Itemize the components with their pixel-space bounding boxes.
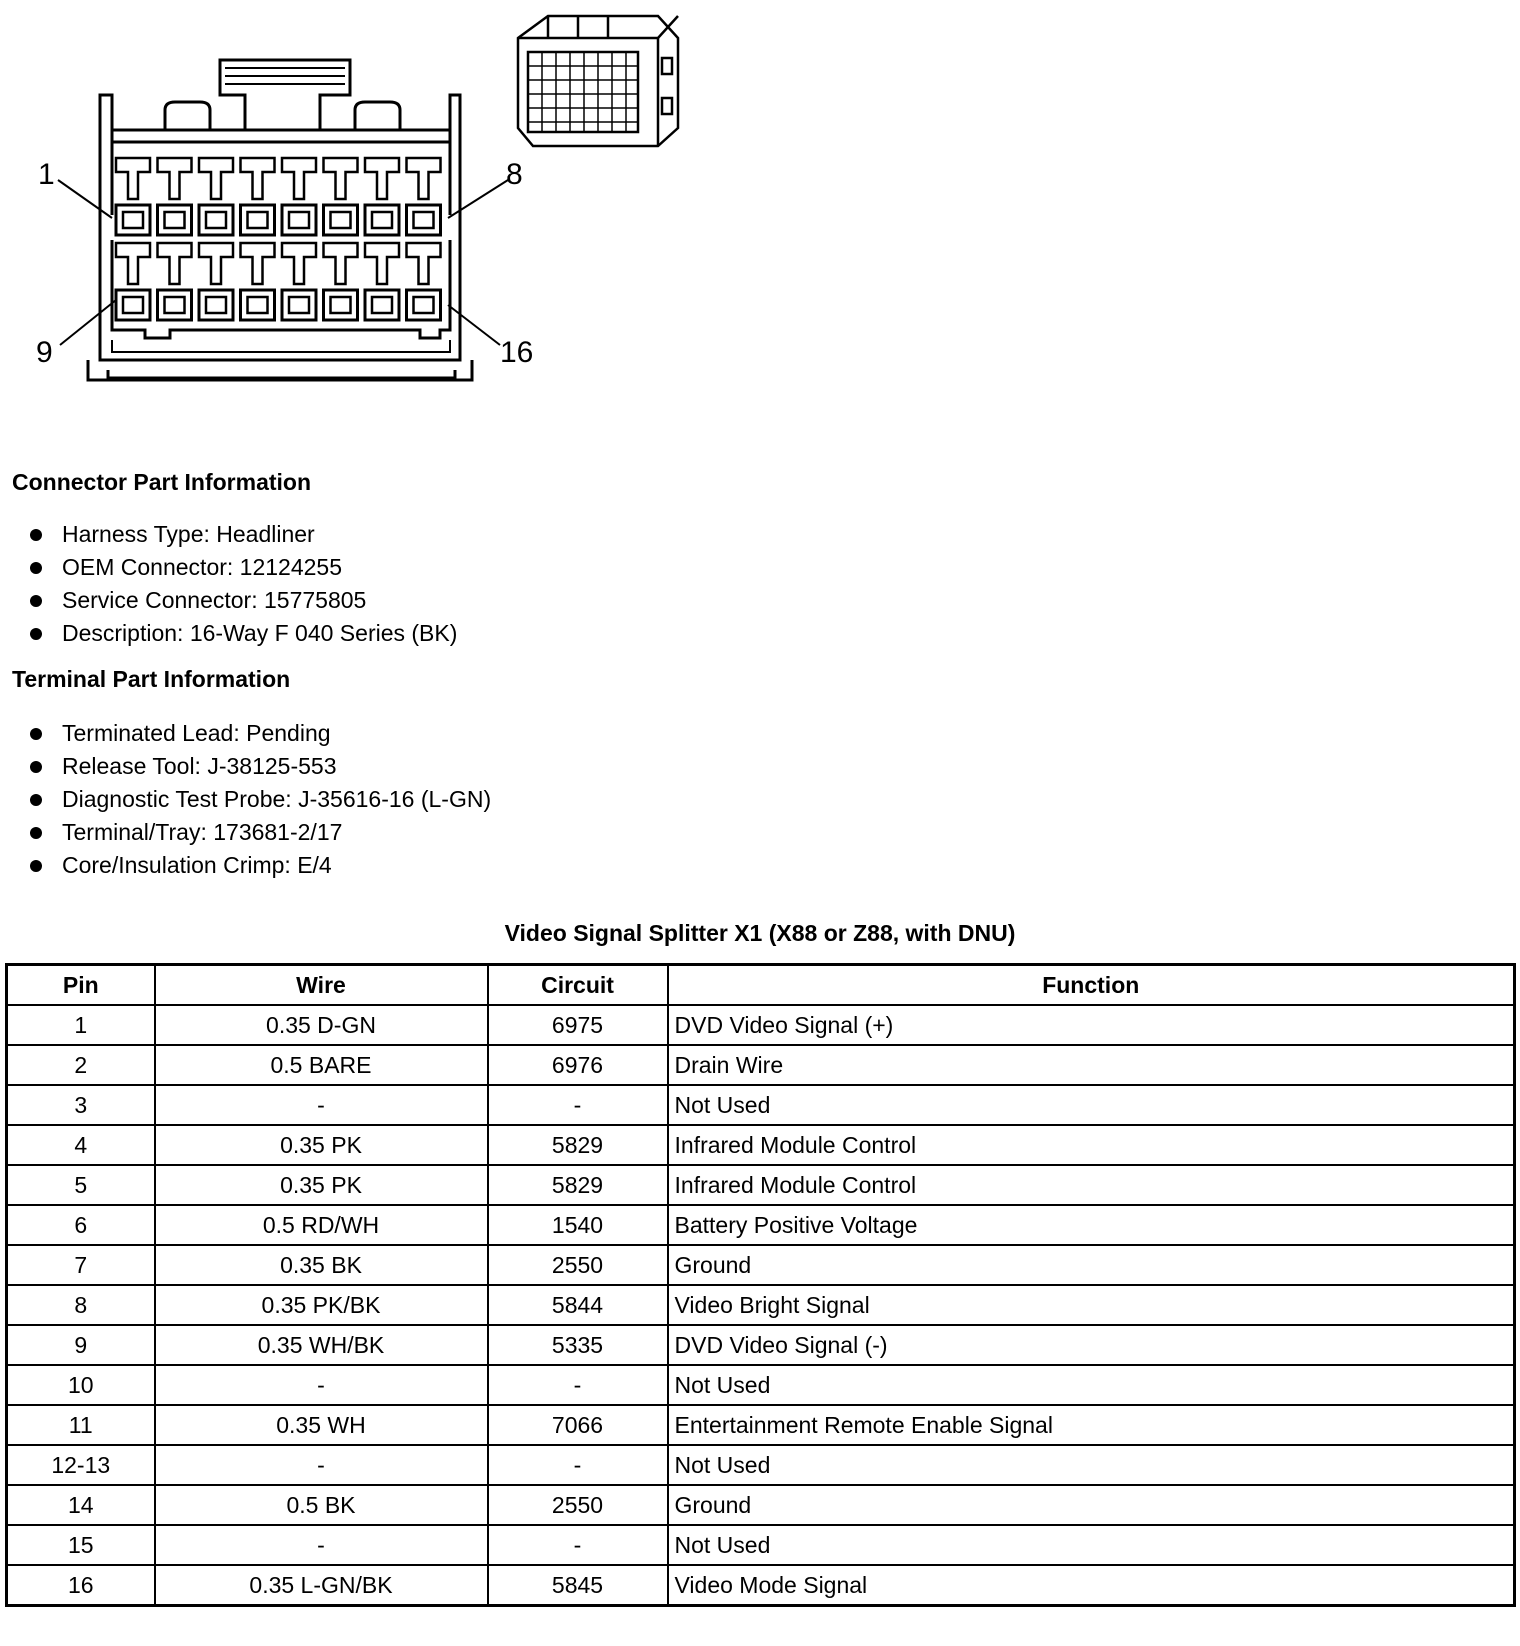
cell-function: Video Mode Signal bbox=[668, 1565, 1515, 1606]
pin-cavity-inner bbox=[206, 297, 226, 313]
cell-wire: 0.35 BK bbox=[155, 1245, 488, 1285]
table-row bbox=[7, 1445, 1515, 1485]
table-row bbox=[7, 1005, 1515, 1045]
list-item: Diagnostic Test Probe: J-35616-16 (L-GN) bbox=[12, 783, 491, 816]
terminal-guide bbox=[116, 158, 150, 199]
connector-info-list bbox=[12, 518, 457, 650]
left-bump bbox=[165, 102, 210, 130]
cell-wire: 0.35 PK bbox=[155, 1165, 488, 1205]
cell-pin: 1 bbox=[7, 1005, 155, 1045]
pin-cavity-inner bbox=[206, 212, 226, 228]
table-row bbox=[7, 1165, 1515, 1205]
table-header-row bbox=[7, 965, 1515, 1006]
cell-wire: 0.35 WH bbox=[155, 1405, 488, 1445]
terminal-guide bbox=[241, 243, 275, 284]
leader-line-1 bbox=[58, 180, 112, 218]
cell-pin: 7 bbox=[7, 1245, 155, 1285]
pin-cavity bbox=[324, 290, 358, 320]
terminal-guide bbox=[365, 243, 399, 284]
terminal-guide bbox=[407, 158, 441, 199]
terminal-guide bbox=[365, 158, 399, 199]
cell-circuit: 2550 bbox=[488, 1245, 668, 1285]
terminal-guide bbox=[158, 243, 192, 284]
terminal-guide bbox=[282, 158, 316, 199]
cell-wire: 0.35 PK/BK bbox=[155, 1285, 488, 1325]
terminal-part-info bbox=[12, 665, 491, 882]
pin-cavity-inner bbox=[331, 297, 351, 313]
connector-diagram bbox=[0, 0, 700, 400]
cell-pin: 15 bbox=[7, 1525, 155, 1565]
pin-cavity bbox=[407, 290, 441, 320]
leader-line-8 bbox=[448, 180, 508, 218]
cell-circuit: - bbox=[488, 1085, 668, 1125]
header-pin: Pin bbox=[7, 965, 155, 1006]
cell-pin: 16 bbox=[7, 1565, 155, 1606]
housing-base-inner bbox=[108, 370, 455, 378]
cell-circuit: - bbox=[488, 1365, 668, 1405]
table-row bbox=[7, 1365, 1515, 1405]
terminal-info-list bbox=[12, 717, 491, 882]
pin-cavity bbox=[365, 205, 399, 235]
cell-function: Not Used bbox=[668, 1445, 1515, 1485]
cell-circuit: 5829 bbox=[488, 1165, 668, 1205]
pin-cavity-inner bbox=[331, 212, 351, 228]
terminal-info-heading: Terminal Part Information bbox=[12, 666, 291, 692]
terminal-guide bbox=[282, 243, 316, 284]
cell-wire: - bbox=[155, 1445, 488, 1485]
pin-label-16: 16 bbox=[500, 336, 534, 369]
pin-cavity-inner bbox=[248, 212, 268, 228]
cell-function: Infrared Module Control bbox=[668, 1125, 1515, 1165]
cell-wire: 0.5 BARE bbox=[155, 1045, 488, 1085]
cell-circuit: 5829 bbox=[488, 1125, 668, 1165]
table-title: Video Signal Splitter X1 (X88 or Z88, with DNU) bbox=[504, 920, 1016, 946]
list-item: Service Connector: 15775805 bbox=[12, 584, 457, 617]
table-row bbox=[7, 1085, 1515, 1125]
pin-cavity-inner bbox=[123, 212, 143, 228]
table-row bbox=[7, 1485, 1515, 1525]
pin-cavity bbox=[241, 205, 275, 235]
cell-pin: 14 bbox=[7, 1485, 155, 1525]
pin-label-8: 8 bbox=[506, 158, 523, 191]
pin-cavity-inner bbox=[123, 297, 143, 313]
latch-ribs bbox=[225, 68, 345, 84]
pin-cavity bbox=[324, 205, 358, 235]
terminal-guide bbox=[199, 158, 233, 199]
pin-cavity bbox=[116, 290, 150, 320]
pin-cavity-inner bbox=[414, 297, 434, 313]
cell-wire: - bbox=[155, 1085, 488, 1125]
cell-pin: 9 bbox=[7, 1325, 155, 1365]
pin-cavity bbox=[282, 205, 316, 235]
pin-cavity-inner bbox=[289, 212, 309, 228]
pin-label-1: 1 bbox=[38, 158, 55, 191]
terminal-guide bbox=[199, 243, 233, 284]
cell-circuit: 6975 bbox=[488, 1005, 668, 1045]
cell-function: Not Used bbox=[668, 1085, 1515, 1125]
leader-line-16 bbox=[448, 305, 500, 345]
cell-circuit: 5845 bbox=[488, 1565, 668, 1606]
terminal-guide bbox=[241, 158, 275, 199]
cell-pin: 2 bbox=[7, 1045, 155, 1085]
cell-wire: 0.35 D-GN bbox=[155, 1005, 488, 1045]
cell-function: DVD Video Signal (-) bbox=[668, 1325, 1515, 1365]
cell-circuit: - bbox=[488, 1525, 668, 1565]
cell-circuit: 7066 bbox=[488, 1405, 668, 1445]
cell-function: Ground bbox=[668, 1245, 1515, 1285]
cell-wire: 0.5 RD/WH bbox=[155, 1205, 488, 1245]
cell-wire: 0.35 PK bbox=[155, 1125, 488, 1165]
cell-wire: 0.5 BK bbox=[155, 1485, 488, 1525]
list-item: Terminated Lead: Pending bbox=[12, 717, 491, 750]
cell-function: Ground bbox=[668, 1485, 1515, 1525]
pin-label-9: 9 bbox=[36, 336, 53, 369]
pin-cavity-inner bbox=[414, 212, 434, 228]
cell-pin: 12-13 bbox=[7, 1445, 155, 1485]
cell-circuit: 1540 bbox=[488, 1205, 668, 1245]
pin-cavity bbox=[199, 205, 233, 235]
table-row bbox=[7, 1565, 1515, 1606]
cell-pin: 4 bbox=[7, 1125, 155, 1165]
list-item: Harness Type: Headliner bbox=[12, 518, 457, 551]
table-row bbox=[7, 1245, 1515, 1285]
cell-pin: 5 bbox=[7, 1165, 155, 1205]
pin-cavity bbox=[241, 290, 275, 320]
pin-cavity bbox=[407, 205, 441, 235]
cell-circuit: 2550 bbox=[488, 1485, 668, 1525]
table-row bbox=[7, 1285, 1515, 1325]
inner-top-rail bbox=[112, 130, 450, 142]
pin-cavity bbox=[116, 205, 150, 235]
table-row bbox=[7, 1325, 1515, 1365]
top-latch bbox=[220, 60, 350, 130]
table-row bbox=[7, 1405, 1515, 1445]
cell-wire: - bbox=[155, 1525, 488, 1565]
connector-info-heading: Connector Part Information bbox=[12, 469, 312, 495]
cell-function: Video Bright Signal bbox=[668, 1285, 1515, 1325]
list-item: Description: 16-Way F 040 Series (BK) bbox=[12, 617, 457, 650]
cell-pin: 3 bbox=[7, 1085, 155, 1125]
table-row bbox=[7, 1045, 1515, 1085]
header-circuit: Circuit bbox=[488, 965, 668, 1006]
leader-line-9 bbox=[60, 300, 116, 345]
cell-wire: - bbox=[155, 1365, 488, 1405]
connector-3d-icon bbox=[508, 8, 688, 148]
pin-cavity-inner bbox=[165, 212, 185, 228]
terminal-guide bbox=[158, 158, 192, 199]
cell-circuit: - bbox=[488, 1445, 668, 1485]
cell-circuit: 5844 bbox=[488, 1285, 668, 1325]
right-bump bbox=[355, 102, 400, 130]
cell-wire: 0.35 WH/BK bbox=[155, 1325, 488, 1365]
pin-cavity bbox=[282, 290, 316, 320]
cell-wire: 0.35 L-GN/BK bbox=[155, 1565, 488, 1606]
connector-part-info bbox=[12, 468, 457, 650]
cell-pin: 8 bbox=[7, 1285, 155, 1325]
cell-function: Entertainment Remote Enable Signal bbox=[668, 1405, 1515, 1445]
list-item: OEM Connector: 12124255 bbox=[12, 551, 457, 584]
cell-pin: 11 bbox=[7, 1405, 155, 1445]
list-item: Release Tool: J-38125-553 bbox=[12, 750, 491, 783]
header-function: Function bbox=[668, 965, 1515, 1006]
pin-cavity-inner bbox=[165, 297, 185, 313]
pinout-table bbox=[5, 963, 1516, 1607]
terminal-guide bbox=[116, 243, 150, 284]
cell-pin: 10 bbox=[7, 1365, 155, 1405]
cell-circuit: 6976 bbox=[488, 1045, 668, 1085]
list-item: Terminal/Tray: 173681-2/17 bbox=[12, 816, 491, 849]
pin-cavity bbox=[158, 205, 192, 235]
cell-function: Not Used bbox=[668, 1365, 1515, 1405]
pin-cavity bbox=[158, 290, 192, 320]
pin-cavity bbox=[365, 290, 399, 320]
pin-cavity bbox=[199, 290, 233, 320]
table-row bbox=[7, 1205, 1515, 1245]
cell-circuit: 5335 bbox=[488, 1325, 668, 1365]
cell-function: Not Used bbox=[668, 1525, 1515, 1565]
cell-function: Drain Wire bbox=[668, 1045, 1515, 1085]
cell-function: DVD Video Signal (+) bbox=[668, 1005, 1515, 1045]
cell-pin: 6 bbox=[7, 1205, 155, 1245]
cell-function: Infrared Module Control bbox=[668, 1165, 1515, 1205]
table-row bbox=[7, 1525, 1515, 1565]
pin-cavity-inner bbox=[248, 297, 268, 313]
pin-cavity-inner bbox=[372, 297, 392, 313]
header-wire: Wire bbox=[155, 965, 488, 1006]
terminal-guide bbox=[324, 243, 358, 284]
terminal-guide bbox=[407, 243, 441, 284]
pin-cavity-inner bbox=[372, 212, 392, 228]
terminal-guide bbox=[324, 158, 358, 199]
cell-function: Battery Positive Voltage bbox=[668, 1205, 1515, 1245]
list-item: Core/Insulation Crimp: E/4 bbox=[12, 849, 491, 882]
inner-bottom-rail bbox=[112, 340, 450, 352]
pin-cavity-inner bbox=[289, 297, 309, 313]
table-row bbox=[7, 1125, 1515, 1165]
